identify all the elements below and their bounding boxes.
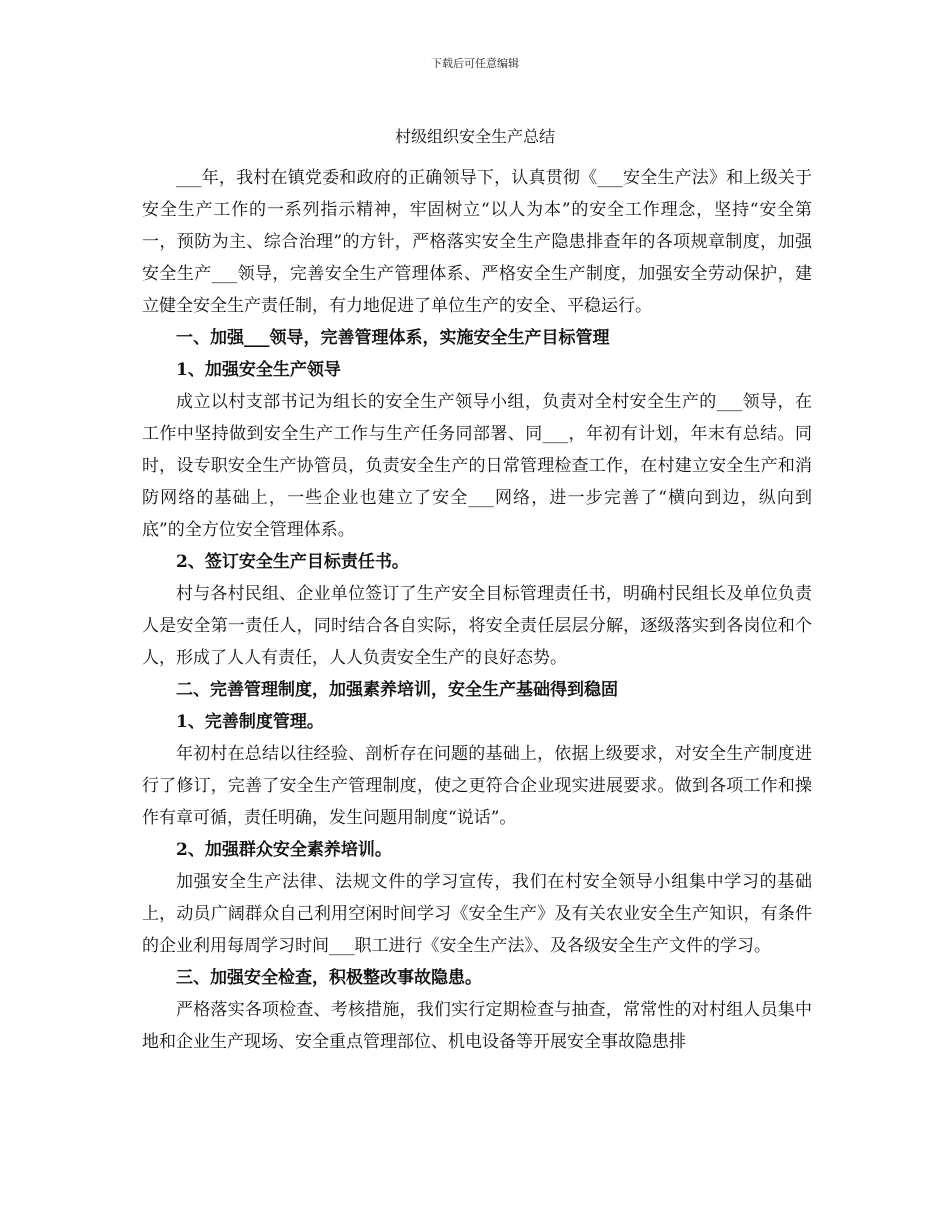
subsection-heading: 1、完善制度管理。: [176, 712, 324, 732]
body-paragraph: 加强安全生产法律、法规文件的学习宣传，我们在村安全领导小组集中学习的基础上，动员广阔群众自己利用空闲时间学习《安全生产》及有关农业安全生产知识，有条件的企业利用每周学习时间___职工进行《安全生产法》、及各级安全生产文件的学习。: [142, 872, 812, 956]
document-title: 村级组织安全生产总结: [394, 127, 555, 146]
body-paragraph: 成立以村支部书记为组长的安全生产领导小组，负责对全村安全生产的___领导，在工作中坚持做到安全生产工作与生产任务同部署、同___，年初有计划，年末有总结。同时，设专职安全生产协管员，负责安全生产的日常管理检查工作，在村建立安全生产和消防网络的基础上，一些企业也建立了安全___网络，进一步完善了“横向到边，纵向到底”的全方位安全管理体系。: [142, 392, 812, 540]
body-paragraph: ___年，我村在镇党委和政府的正确领导下，认真贯彻《___安全生产法》和上级关于安全生产工作的一系列指示精神，牢固树立“以人为本”的安全工作理念，坚持“安全第一，预防为主、综合治理”的方针，严格落实安全生产隐患排查年的各项规章制度，加强安全生产___领导，完善安全生产管理体系、严格安全生产制度，加强安全劳动保护，建立健全安全生产责任制，有力地促进了单位生产的安全、平稳运行。: [142, 168, 812, 316]
body-paragraph: 严格落实各项检查、考核措施，我们实行定期检查与抽查，常常性的对村组人员集中地和企业生产现场、安全重点管理部位、机电设备等开展安全事故隐患排: [142, 1000, 812, 1052]
section-heading: 一、加强___领导，完善管理体系，实施安全生产目标管理: [176, 328, 610, 348]
body-paragraph: 年初村在总结以往经验、剖析存在问题的基础上，依据上级要求，对安全生产制度进行了修订，完善了安全生产管理制度，使之更符合企业现实进展要求。做到各项工作和操作有章可循，责任明确，发生问题用制度“说话”。: [142, 744, 812, 828]
section-heading: 二、完善管理制度，加强素养培训，安全生产基础得到稳固: [176, 680, 618, 700]
body-paragraph: 村与各村民组、企业单位签订了生产安全目标管理责任书，明确村民组长及单位负责人是安全第一责任人，同时结合各自实际，将安全责任层层分解，逐级落实到各岗位和个人，形成了人人有责任，人人负责安全生产的良好态势。: [142, 584, 812, 668]
subsection-heading: 1、加强安全生产领导: [176, 360, 341, 380]
subsection-heading: 2、加强群众安全素养培训。: [176, 840, 392, 860]
section-heading: 三、加强安全检查，积极整改事故隐患。: [176, 968, 482, 988]
document-body: [142, 162, 812, 1058]
subsection-heading: 2、签订安全生产目标责任书。: [176, 552, 409, 572]
header-note: 下载后可任意编辑: [431, 57, 519, 70]
